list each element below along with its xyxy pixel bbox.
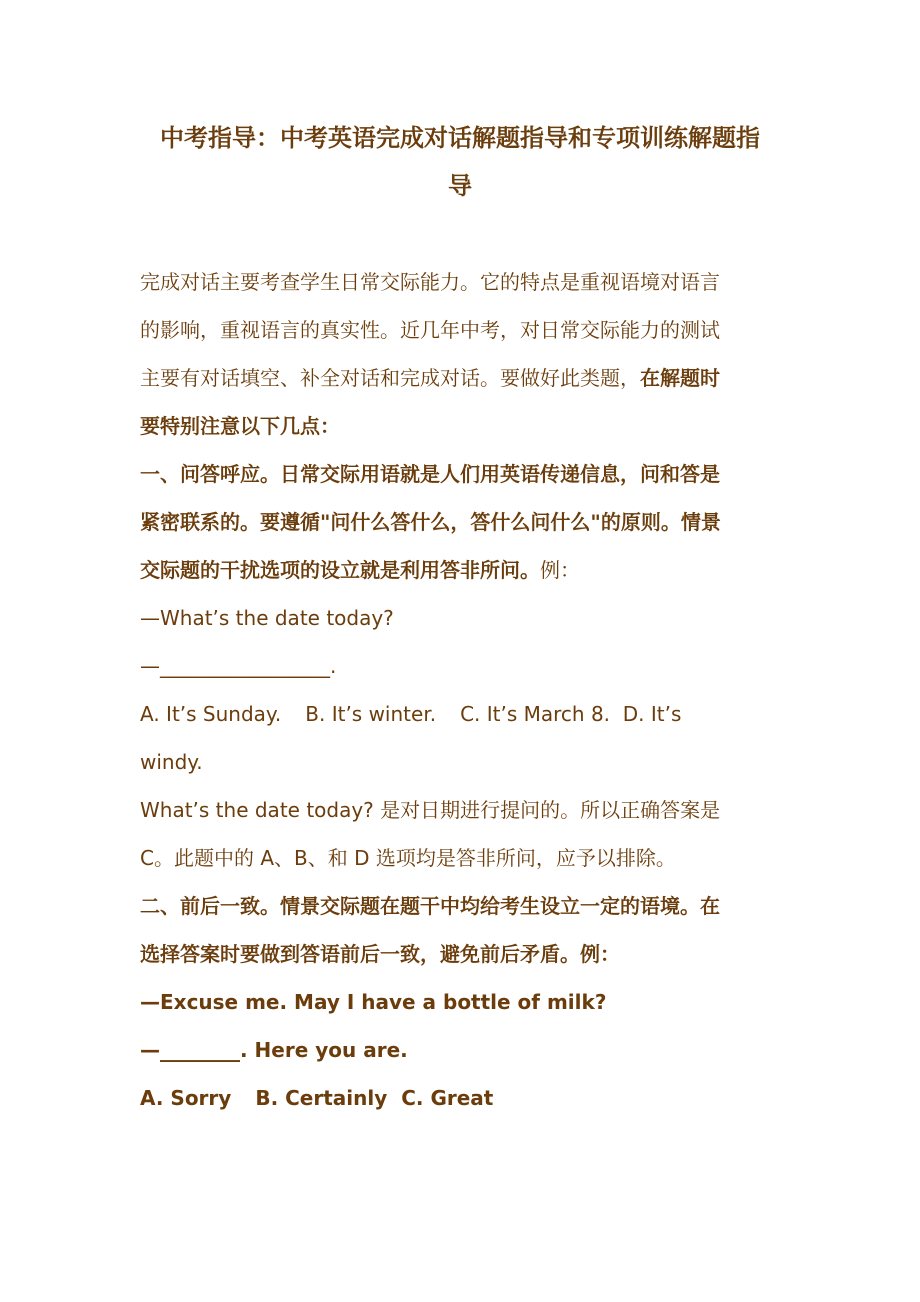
intro-line-1: 完成对话主要考查学生日常交际能力。它的特点是重视语境对语言 [140, 270, 720, 294]
intro-line-3 [140, 354, 780, 402]
intro-line-3-emphasis: 在解题时 [640, 366, 720, 390]
point1-wrong-options: A、B、和 D [260, 846, 370, 870]
page-title [140, 114, 780, 210]
point2-line-1: 二、前后一致。情景交际题在题干中均给考生设立一定的语境。在 [140, 894, 720, 918]
point2-line-2: 选择答案时要做到答语前后一致，避免前后矛盾。例： [140, 942, 620, 966]
point1-correct-answer: C [140, 846, 154, 870]
point1-answer-blank: —_________________. [140, 654, 337, 678]
point1-explanation-text-3: 选项均是答非所问，应予以排除。 [369, 846, 676, 870]
point1-option-d: D. It’s [622, 702, 682, 726]
point1-option-d-continued: windy. [140, 750, 203, 774]
point2-options [140, 1074, 780, 1122]
point1-explanation-line-1 [140, 786, 780, 834]
point1-question: —What’s the date today? [140, 606, 394, 630]
point1-explanation-text-2: 。此题中的 [153, 846, 261, 870]
point2-option-a: A. Sorry [140, 1086, 232, 1110]
point2-question: —Excuse me. May I have a bottle of milk? [140, 990, 607, 1014]
point2-option-c: C. Great [401, 1086, 494, 1110]
intro-line-2: 的影响，重视语言的真实性。近几年中考，对日常交际能力的测试 [140, 318, 720, 342]
point1-line-1: 一、问答呼应。日常交际用语就是人们用英语传递信息，问和答是 [140, 462, 720, 486]
title-line-2: 导 [448, 171, 472, 200]
point1-options [140, 690, 780, 738]
point2-option-b: B. Certainly [255, 1086, 388, 1110]
point1-option-c: C. It’s March 8. [460, 702, 611, 726]
point1-option-b: B. It’s winter. [305, 702, 437, 726]
point1-line-2: 紧密联系的。要遵循"问什么答什么，答什么问什么"的原则。情景 [140, 510, 721, 534]
title-line-1: 中考指导：中考英语完成对话解题指导和专项训练解题指 [160, 123, 760, 152]
point1-explanation-question: What’s the date today? [140, 798, 374, 822]
point1-line-3-text: 例： [540, 558, 580, 582]
intro-line-4: 要特别注意以下几点： [140, 414, 340, 438]
point1-explanation-line-2 [140, 834, 780, 882]
document-body [140, 258, 780, 1122]
point1-explanation-text: 是对日期进行提问的。所以正确答案是 [373, 798, 721, 822]
point2-answer-blank: —________. Here you are. [140, 1038, 408, 1062]
intro-line-3-text: 主要有对话填空、补全对话和完成对话。要做好此类题， [140, 366, 640, 390]
point1-line-3 [140, 546, 780, 594]
point1-line-3-emphasis: 交际题的干扰选项的设立就是利用答非所问。 [140, 558, 540, 582]
point1-option-a: A. It’s Sunday. [140, 702, 282, 726]
